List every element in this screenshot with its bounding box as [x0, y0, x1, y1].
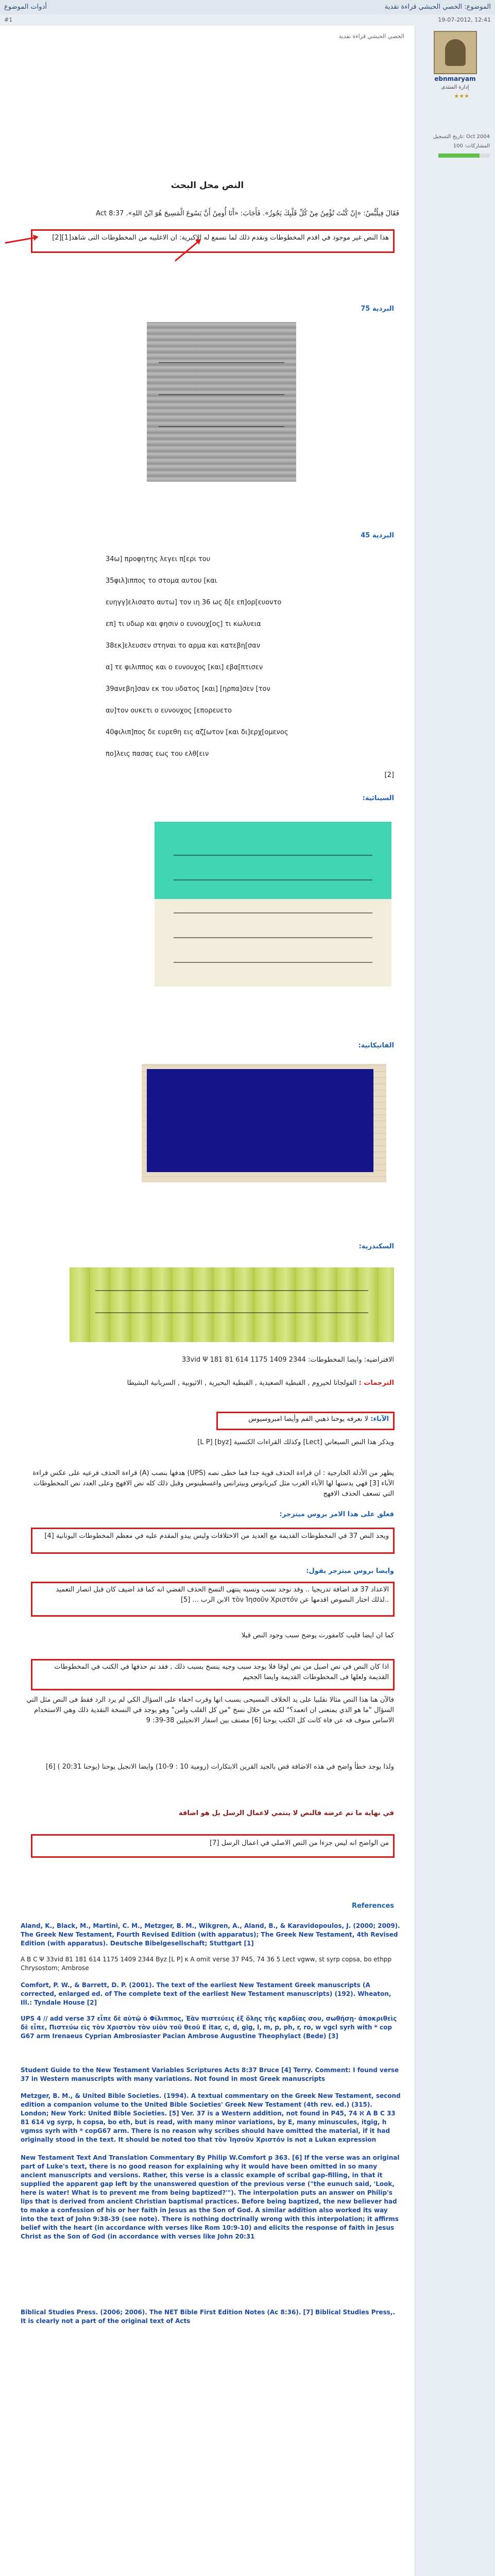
p45-footnote: [2] — [384, 771, 394, 779]
comfort-quote: اذا كان النص في نص اصيل من نص لوقا فلا يوجد سبب وجيه ينسخ بسبب ذلك , فقد تم حذفها في الكتب في المخطوطات القديمة ولعلها فى المخطوطات القديمة وايضا الجحيم — [54, 1663, 389, 1681]
paragraph-4: ولذا يوجد خطأ واضح في هذه الاضافة قص بالجيد القرين الابتكارات (رومية 10 : 9-10) وايضا الانجيل يوحنا (يوحنا 20:31 ) [6] — [45, 1763, 394, 1771]
reference-item: Student Guide to the New Testament Variables Scriptures Acts 8:37 Bruce [4] Terry. Comment: I found verse 37 in Western manuscripts with many variations. Not found in most Greek manuscripts — [21, 2066, 399, 2082]
metzger-quote-1: ويحد النص 37 في المخطوطات القديمة مع العديد من الاختلافات وليس يبدو المقدم عليه في معظم المخطوطات اليونانية [4] — [44, 1532, 389, 1540]
thread-title: الموضوع: الخصي الحبشي قراءة نقدية — [384, 3, 491, 11]
p45-line: α] τε φιλιππος και ο ευνουχος [και] εβα[πτισεν — [106, 664, 263, 671]
label-p45: البردية 45 — [361, 532, 394, 539]
verse-arabic: فَقَالَ فِيلُبُّسُ: «إِنْ كُنْتَ تُؤْمِنُ مِنْ كُلِّ قَلْبِكَ يَجُوزُ». فَأَجَابَ: «أَنَا أُومِنُ أَنَّ يَسُوعَ الْمَسِيحَ هُوَ ابْنُ اللهِ». Act 8:37 — [96, 210, 399, 217]
references-title: References — [351, 1902, 394, 1910]
p45-transcription — [106, 549, 394, 765]
post-title: الخصي الحبشي قراءة نقدية — [338, 33, 404, 40]
note-text-1: هذا النص غير موجود في اقدم المخطوطات ونقدم ذلك لما نسمع له الاكبرية: ان الاغلبيه من المخطوطات التى شاهد[1][2] — [52, 234, 389, 242]
post-content — [0, 26, 415, 2576]
alexandrinus-image — [70, 1267, 394, 1342]
thread-tools-menu[interactable]: أدوات الموضوع — [4, 3, 47, 11]
translations-line: الترجمات : الفولجاتا لحيروم , القبطية الصعيدية , القبطية البحيرية , الاثيوبية , السريانية البشيطا — [127, 1379, 394, 1387]
rank-stars-icon: ★★★ — [454, 93, 469, 99]
reference-item: UPS 4 // add verse 37 εἶπε δὲ αὐτῷ ὁ Φίλιππος, Ἐὰν πιστεύεις ἐξ ὅλης τῆς καρδίας σου, σωθήσῃ· ἀποκριθεὶς δὲ εἶπε, Πιστεύω εἰς τὸν Χριστὸν τὸν υἱὸν τοῦ θεοῦ E itar, c, d, gig, l, m, p, ph, r, ro, w vgcl syrh with * cop G67 arm Irenaeus Cyprian Ambrosiaster Pacian Ambrose Augustine Theophylact (Bede) [3] — [21, 2015, 397, 2040]
paragraph-3: فالآن هنا هذا النص مثالا نقلبيا على يد الخلاف المسيحى بسبب انها وقرب اخفاء على السؤال الكي لم يرد الرد فقط فى النص مثل التي السؤال "ما هو الذي يمنعنى ان اتعمد؟" لكنه من خلال نسخ "من كل القلب وامن" وهو يوجد في النسخة النقدية ذلك وهي الاستخدام الاساس منوف فه عن فاة كانت كل الكتب يوحنا [6] مصنف بين اسفار الانجيلين 38-39: 9 — [26, 1696, 394, 1724]
username-link[interactable]: ebnmaryam — [434, 75, 476, 82]
reference-item: Comfort, P. W., & Barrett, D. P. (2001). The text of the earliest New Testament Greek manuscripts (A corrected, enlarged ed. of The complete text of the earliest New Testament manuscripts) (192). Wheaton, Ill.: Tyndale House [2] — [21, 1981, 391, 2006]
reference-item: Metzger, B. M., & United Bible Societies. (1994). A textual commentary on the Greek New Testament, second edition a companion volume to the United Bible Societies' Greek New Testament (4th rev. ed.) (315). London; New York: United Bible Societies. [5] Ver. 37 is a Western addition, not found in P45, 74 ℵ A B C 33 81 614 vg syrp, h copsa, bo eth, but is read, with many minor variations, by E, many minuscules, itgig, h vgmss syrh with * copG67 arm. There is no reason why scribes should have omitted the material, if it had originally stood in the text. It should be noted too that τὸν Ἰησοῦν Χριστόν is not a Lukan expression — [21, 2092, 401, 2143]
avatar[interactable] — [434, 31, 477, 74]
reputation-bar — [438, 154, 490, 158]
p45-line: πο]λεις πασας εως του ελθ[ειν — [106, 750, 209, 758]
paragraph-2: كما ان ايضا فليب كامفورت يوضح سبب وجود النص قبلا — [241, 1632, 394, 1639]
reference-item: New Testament Text And Translation Commentary By Philip W.Comfort p 363. [6] If the verse was an original part of Luke's text, there is no good reason for explaining why it would have been omitted in so many ancient manuscripts and versions. Rather, this verse is a classic example of scribal gap-filling, in that it supplied the apparent gap left by the unanswered question of the previous verse ("the eunuch said, 'Look, here is water! What is to prevent me from being baptized?'"). The interpolation puts an answer on Philip's lips that is derived from ancient Christian baptismal practices. Before being baptized, the new believer had to make a confession of his or her faith in Jesus as the Son of God. A similar addition also worked its way into the text of John 9:38-39 (see note). There is nothing doctrinally wrong with this interpolation; it affirms belief with the heart (in accordance with verses like Rom 10:9-10) and elicits the response of faith in Jesus Christ as the Son of God (in accordance with verses like John 20:31 — [21, 2154, 400, 2240]
paragraph-1: يظهر من الأدلة الخارجية : ان قراءة الحذف قوية جدا فما خطى نصه (UPS) هدفها بنصب (A) قراءة الحذف فرعيه على عكس قراءة الآباء [3] فهي يدسنها لها الآباء الغرب مثل كبريانوس وبيترانس واغسطينوس وقبل ذلك كله نص الافهج وعلى العدد نص المخطوطات التي تسعف الحذف الافهج — [32, 1469, 394, 1498]
net-bible-quote: من الواضح انه ليس جزءا من النص الاصلي في اعمال الرسل [7] — [210, 1839, 389, 1847]
p45-line: 40φιλιπ]πος δε ευρεθη εις αζ[ωτον [και δι]ερχ[ομενος — [106, 728, 288, 736]
box1-label: فعلق على هذا الامر بروس ميتزجر: — [279, 1511, 394, 1518]
post-meta-bar — [0, 14, 495, 26]
label-alexandrinus: السكندرية: — [359, 1243, 394, 1250]
user-title: إدارة المنتدى — [441, 84, 469, 90]
p45-line: 38εκ]ελευσεν στηναι το αρμα και κατεβη[σαν — [106, 642, 261, 650]
thread-header-bar — [0, 0, 495, 15]
scripture-line: ويذكر هذا النص السبعاني [Lect] وكذلك القراءات الكنسية [byz] [L P] — [197, 1438, 394, 1446]
sinaiticus-image — [155, 822, 391, 987]
section-heading: النص محل البحث — [170, 180, 244, 191]
reference-item: Aland, K., Black, M., Martini, C. M., Metzger, B. M., Wikgren, A., Aland, B., & Karavidopoulos, J. (2000; 2009). The Greek New Testament, Fourth Revised Edition (with apparatus); The Greek New Testament, 4th Revised Edition (with apparatus). Deutsche Bibelgesellschaft; Stuttgart [1] — [21, 1922, 400, 1947]
fathers-line: الآباء: لا نعرفه يوحنا ذهبي الفم وأيضا امبروسيوس — [248, 1415, 389, 1423]
user-post-count: المشاركات: 100 — [453, 143, 490, 149]
vaticanus-image — [142, 1064, 386, 1182]
label-vaticanus: الفاتيكانية: — [358, 1042, 394, 1049]
user-sidebar — [415, 26, 495, 2576]
post-date: 19-07-2012, 12:41 — [438, 16, 491, 23]
metzger-quote-2: الاعداد 37 قد اضافة تدريجيا .. وقد نوجد نسب ونسبه ينتهى النسخ الحذف الفضي انه كما قد اضيف كان قبل انصار التعميد ..لذلك اختار النصوص اقدمها عن τὸν Ἰησοῦν Χριστόν الابن الرب ... [5] — [56, 1586, 389, 1604]
p45-line: 35φιλ]ιππος το στομα αυτου [και — [106, 577, 217, 585]
p45-line: ευηγγ]ελισατο αυτω] τον ιη 36 ως δ[ε επ]ορ[ευοντο — [106, 599, 282, 606]
reference-item: A B C Ψ 33vid 81 181 614 1175 1409 2344 Byz [L P] κ A omit verse 37 P45, 74 36 5 Lect vgww, st syrp copsa, bo ethpp Chrysostom; Ambrose — [21, 1956, 392, 1972]
reference-item: Biblical Studies Press. (2006; 2006). The NET Bible First Edition Notes (Ac 8:36). [7] Biblical Studies Press,. It is clearly not a part of the original text of Acts — [21, 2309, 395, 2325]
p45-line: επ] τι υδωρ και φησιν ο ευνουχ[ος] τι κωλυεια — [106, 620, 261, 628]
box2-label: وايضا بروس ميتزجر يقول: — [306, 1567, 394, 1575]
paragraph-5: في نهاية ما تم عرضه فالنص لا ينتمي لاعمال الرسل بل هو اضافة — [178, 1809, 394, 1817]
p45-line: 34ω] προφητης λεγει π[ερι του — [106, 555, 211, 563]
witnesses-line: الافتراضيه: وايضا المخطوطات: 2344 1409 1175 614 81 181 33vid Ψ — [182, 1356, 394, 1364]
label-p75: البردية 75 — [361, 305, 394, 313]
label-sinaiticus: السينائية: — [362, 794, 394, 802]
user-join-date: تاريخ التسجيل: Oct 2004 — [433, 134, 490, 140]
p45-line: αυ]τον ουκετι ο ευνουχος [επορευετο — [106, 707, 232, 715]
p45-line: 39ανεβη]σαν εκ του υδατος [και] [ηρπα]σεν [τον — [106, 685, 270, 693]
post-number[interactable]: #1 — [4, 16, 13, 23]
papyrus-75-image — [147, 322, 296, 482]
